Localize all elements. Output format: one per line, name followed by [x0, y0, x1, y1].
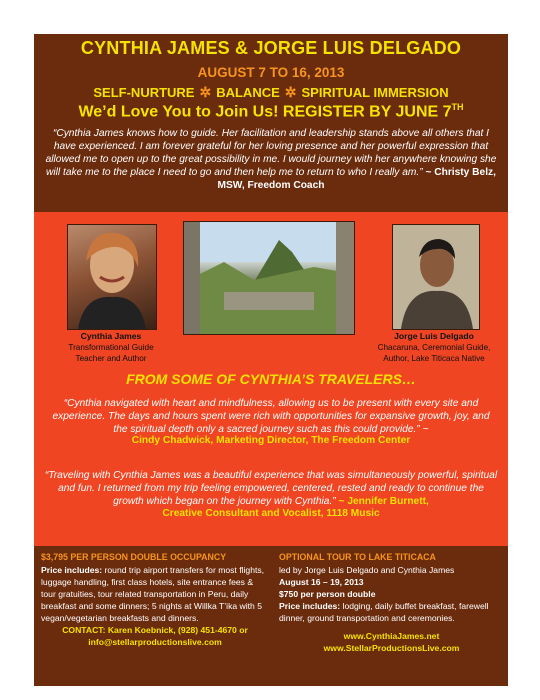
quote-attribution: ~ Christy Belz, MSW, Freedom Coach	[217, 167, 496, 191]
sun-icon: ✲	[199, 84, 212, 100]
optional-includes-text: lodging, daily buffet breakfast, farewell dinner, ground transportation and ceremonies.	[279, 601, 489, 623]
tagline-part-3: SPIRITUAL IMMERSION	[301, 85, 449, 100]
quote2-inline-attribution: ~ Jennifer Burnett,	[338, 496, 429, 507]
cynthia-caption	[46, 331, 176, 364]
jorge-caption	[364, 331, 504, 364]
jorge-photo	[392, 224, 480, 330]
optional-tour-column	[279, 551, 504, 654]
details-section	[34, 546, 508, 686]
optional-price: $750 per person double	[279, 589, 376, 599]
jorge-role-2: Author, Lake Titicaca Native	[383, 354, 485, 363]
tagline-part-1: SELF-NURTURE	[93, 85, 195, 100]
optional-heading: OPTIONAL TOUR TO LAKE TITICACA	[279, 552, 436, 562]
jorge-role-1: Chacaruna, Ceremonial Guide,	[377, 343, 491, 352]
machu-picchu-photo	[183, 221, 355, 335]
traveler-quote-1: “Cynthia navigated with heart and mindfulness, allowing us to be present with every site and experience. The days and hours spent were rich with opportunities for expansive growth, joy, and the spiritual depth only a sacred journey such as this could provide.” ~	[52, 398, 490, 435]
register-text: We’d Love You to Join Us! REGISTER BY JUNE 7	[78, 103, 452, 121]
flyer	[34, 34, 508, 686]
testimonials-section	[34, 212, 508, 546]
register-banner	[34, 102, 508, 121]
quote2-text: “Traveling with Cynthia James was a beautiful experience that was simultaneously powerful, spiritual and fun. I returned from my trip feeling empowered, centered, rested and ready to continue the growth which began on the journey with Cynthia.”	[44, 470, 498, 507]
event-title: CYNTHIA JAMES & JORGE LUIS DELGADO	[80, 38, 462, 58]
optional-led-by: led by Jorge Luis Delgado and Cynthia James	[279, 565, 455, 575]
traveler-quote-2	[42, 469, 500, 508]
website-link-2[interactable]: www.StellarProductionsLive.com	[323, 643, 460, 653]
header-section	[34, 34, 508, 212]
sun-icon: ✲	[284, 84, 297, 100]
cynthia-photo	[67, 224, 157, 330]
event-dates: AUGUST 7 TO 16, 2013	[197, 65, 345, 80]
pricing-heading: $3,795 PER PERSON DOUBLE OCCUPANCY	[41, 552, 227, 562]
optional-includes-label: Price includes:	[279, 601, 341, 611]
jorge-name: Jorge Luis Delgado	[394, 331, 474, 341]
optional-dates: August 16 – 19, 2013	[279, 577, 364, 587]
traveler-attribution-1: Cindy Chadwick, Marketing Director, The Freedom Center	[131, 435, 411, 446]
website-link-1[interactable]: www.CynthiaJames.net	[343, 631, 440, 641]
register-sup: TH	[451, 102, 464, 112]
pricing-includes-text: round trip airport transfers for most flights, luggage handling, first class hotels, site entrance fees & tour gratuities, tour related transportation in Peru, daily breakfast and some dinners; 5 nights at Willka T’ika with 5 vegan/vegetarian breakfasts and dinners.	[41, 565, 265, 623]
cynthia-role-2: Teacher and Author	[75, 354, 147, 363]
quote-text: “Cynthia James knows how to guide. Her facilitation and leadership stands above all others that I have experienced. I am forever grateful for her loving presence and her powerful expression that allowed me to open up to the great possibility in me. I would journey with her anywhere knowing she will take me to the place I need to go and then help me to return to who I really am.”	[45, 128, 497, 178]
travelers-heading: FROM SOME OF CYNTHIA’S TRAVELERS…	[126, 371, 416, 387]
cynthia-name: Cynthia James	[80, 331, 142, 341]
contact-info: CONTACT: Karen Koebnick, (928) 451-4670 or info@stellarproductionslive.com	[62, 625, 248, 647]
traveler-attribution-2: Creative Consultant and Vocalist, 1118 Music	[162, 508, 380, 519]
pricing-includes-label: Price includes:	[41, 565, 103, 575]
cynthia-role-1: Transformational Guide	[68, 343, 154, 352]
tagline-part-2: BALANCE	[216, 85, 280, 100]
testimonial-quote	[41, 127, 501, 192]
pricing-column	[41, 551, 269, 648]
tagline	[34, 84, 508, 101]
